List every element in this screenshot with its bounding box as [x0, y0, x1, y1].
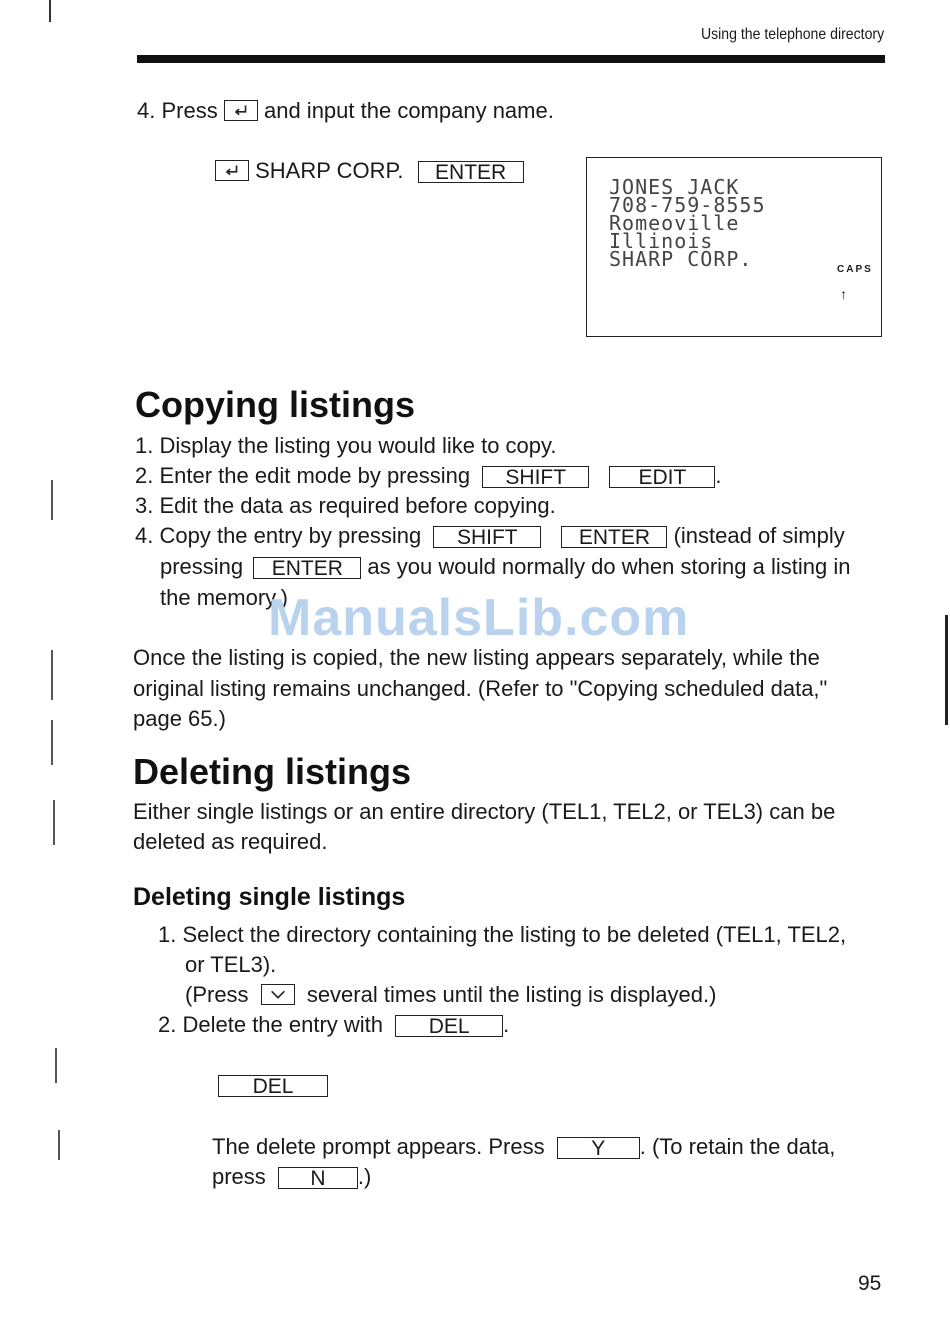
- delete-step-1-press: (Press several times until the listing is displayed.): [185, 982, 717, 1007]
- example-input: SHARP CORP. ENTER: [215, 156, 524, 186]
- lcd-line: SHARP CORP.: [609, 247, 753, 271]
- edit-key: EDIT: [609, 466, 715, 488]
- down-arrow-key-icon: [261, 984, 295, 1005]
- lcd-line: Illinois: [609, 229, 714, 253]
- del-key: DEL: [218, 1075, 328, 1097]
- copy-step-1: 1. Display the listing you would like to copy.: [135, 433, 557, 458]
- indicator-arrow-icon: ↑: [840, 286, 847, 302]
- enter-key: ENTER: [418, 161, 524, 183]
- delete-prompt-line-1: The delete prompt appears. Press Y . (To retain the data,: [212, 1134, 836, 1160]
- section-title-deleting: Deleting listings: [133, 751, 412, 792]
- del-key-example: [218, 1070, 328, 1100]
- margin-mark: [51, 720, 53, 765]
- del-key: DEL: [395, 1015, 503, 1037]
- delete-intro-line: Either single listings or an entire directory (TEL1, TEL2, or TEL3) can be: [133, 799, 836, 824]
- margin-mark: [58, 1130, 60, 1160]
- watermark: ManualsLib.com: [268, 589, 690, 647]
- delete-step-1: 1. Select the directory containing the listing to be deleted (TEL1, TEL2,: [158, 922, 847, 947]
- margin-mark: [51, 480, 53, 520]
- corner-mark: [49, 0, 51, 22]
- page-number: 95: [858, 1272, 882, 1295]
- enter-arrow-key-icon: [215, 160, 249, 181]
- delete-intro-line: deleted as required.: [133, 829, 328, 854]
- margin-mark: [53, 800, 55, 845]
- delete-prompt-line-2: press N .): [212, 1164, 372, 1190]
- n-key: N: [278, 1167, 358, 1189]
- y-key: Y: [557, 1137, 640, 1159]
- copy-note-line: page 65.): [133, 706, 226, 731]
- copy-step-4: 4. Copy the entry by pressing SHIFT ENTER (instead of simply: [135, 523, 845, 549]
- shift-key: SHIFT: [433, 526, 541, 548]
- caps-indicator: CAPS: [837, 264, 873, 275]
- enter-key: ENTER: [561, 526, 667, 548]
- lcd-display: [586, 157, 882, 337]
- lcd-line: 708-759-8555: [609, 193, 766, 217]
- section-title-copying: Copying listings: [135, 384, 416, 425]
- lcd-line: Romeoville: [609, 211, 740, 235]
- lcd-line: JONES JACK: [609, 175, 740, 199]
- copy-step-3: 3. Edit the data as required before copying.: [135, 493, 556, 518]
- margin-mark: [55, 1048, 57, 1083]
- copy-note-line: original listing remains unchanged. (Refer to "Copying scheduled data,": [133, 676, 828, 701]
- margin-mark: [51, 650, 53, 700]
- delete-step-2: 2. Delete the entry with DEL .: [158, 1012, 510, 1038]
- enter-arrow-key-icon: [224, 100, 258, 121]
- shift-key: SHIFT: [482, 466, 589, 488]
- running-header: Using the telephone directory: [700, 26, 884, 43]
- enter-key: ENTER: [253, 557, 361, 579]
- subsection-title: Deleting single listings: [133, 883, 406, 911]
- copy-step-2: 2. Enter the edit mode by pressing SHIFT EDIT .: [135, 463, 722, 489]
- copy-step-4-line-2: pressing ENTER as you would normally do when storing a listing in: [160, 554, 851, 580]
- header-rule: [137, 55, 885, 63]
- right-edge-mark: [945, 615, 948, 725]
- copy-note-line: Once the listing is copied, the new listing appears separately, while the: [133, 645, 820, 670]
- delete-step-1-line-2: or TEL3).: [185, 952, 277, 977]
- step-4-intro: 4. Press and input the company name.: [137, 98, 554, 123]
- copy-step-4-line-3: the memory.): [160, 585, 288, 610]
